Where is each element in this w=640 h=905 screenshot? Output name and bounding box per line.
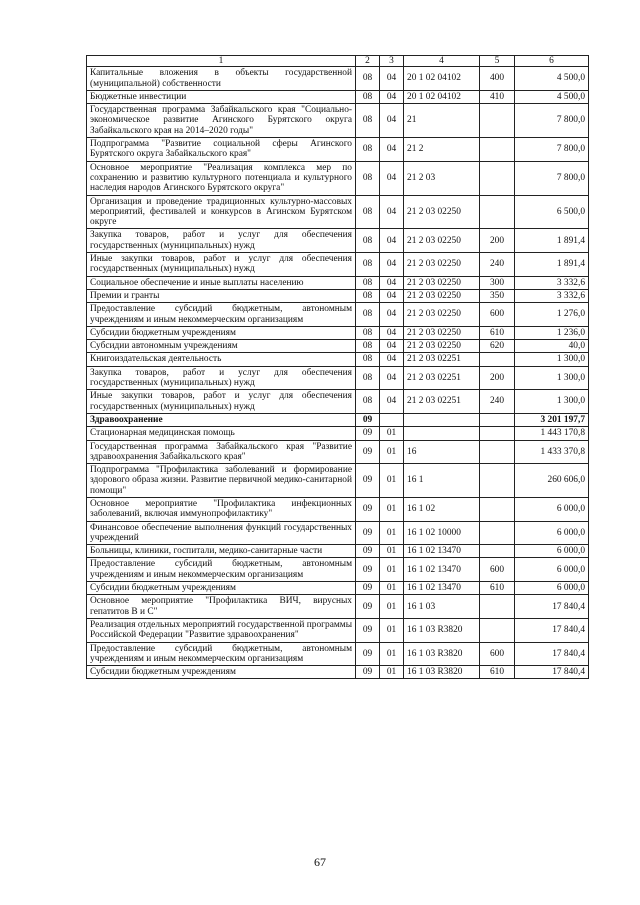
- row-name: Основное мероприятие "Реализация комплекса мер по сохранению и развитию культурного потенциала и культурного наследия народов Агинского Бурятского округа": [87, 161, 356, 195]
- row-subsection: 04: [380, 90, 404, 103]
- table-row: [87, 464, 589, 498]
- column-header: 4: [404, 56, 480, 67]
- row-subsection: 04: [380, 390, 404, 414]
- row-subsection: 04: [380, 253, 404, 277]
- row-amount: 40,0: [515, 340, 589, 353]
- row-amount: 6 000,0: [515, 545, 589, 558]
- row-subsection: 01: [380, 545, 404, 558]
- row-expense-type: [480, 521, 515, 545]
- column-header: 2: [356, 56, 380, 67]
- row-name: Субсидии бюджетным учреждениям: [87, 326, 356, 339]
- row-section: 09: [356, 558, 380, 582]
- row-amount: 1 300,0: [515, 390, 589, 414]
- row-expense-type: [480, 595, 515, 619]
- table-header-row: [87, 56, 589, 67]
- row-amount: 7 800,0: [515, 161, 589, 195]
- row-target-code: 21 2 03 02250: [404, 326, 480, 339]
- row-section: 09: [356, 582, 380, 595]
- table-row: [87, 521, 589, 545]
- row-section: 09: [356, 545, 380, 558]
- row-target-code: 21 2: [404, 138, 480, 162]
- table-row: [87, 340, 589, 353]
- row-section: 08: [356, 289, 380, 302]
- table-row: [87, 427, 589, 440]
- column-header: 5: [480, 56, 515, 67]
- row-amount: 6 500,0: [515, 195, 589, 229]
- row-name: Субсидии бюджетным учреждениям: [87, 666, 356, 679]
- row-expense-type: [480, 195, 515, 229]
- row-section: 09: [356, 642, 380, 666]
- row-expense-type: [480, 138, 515, 162]
- table-row: [87, 161, 589, 195]
- row-name: Капитальные вложения в объекты государственной (муниципальной) собственности: [87, 67, 356, 91]
- row-target-code: 16: [404, 440, 480, 464]
- row-target-code: 16 1 02 13470: [404, 582, 480, 595]
- row-section: 08: [356, 67, 380, 91]
- table-row: [87, 440, 589, 464]
- row-subsection: 04: [380, 195, 404, 229]
- row-expense-type: [480, 427, 515, 440]
- budget-table: [86, 55, 589, 679]
- row-target-code: 16 1 03 R3820: [404, 618, 480, 642]
- page-number: 67: [314, 855, 326, 869]
- row-target-code: 21 2 03 02250: [404, 229, 480, 253]
- row-amount: 17 840,4: [515, 642, 589, 666]
- row-target-code: 16 1 02: [404, 497, 480, 521]
- row-name: Субсидии автономным учреждениям: [87, 340, 356, 353]
- row-target-code: 21 2 03 02250: [404, 276, 480, 289]
- table-row: [87, 413, 589, 426]
- row-expense-type: [480, 413, 515, 426]
- row-target-code: 21 2 03 02251: [404, 353, 480, 366]
- row-expense-type: 240: [480, 253, 515, 277]
- row-amount: 6 000,0: [515, 521, 589, 545]
- row-subsection: 01: [380, 666, 404, 679]
- row-name: Предоставление субсидий бюджетным, автономным учреждениям и иным некоммерческим организациям: [87, 642, 356, 666]
- row-amount: 1 891,4: [515, 253, 589, 277]
- row-target-code: 16 1 03 R3820: [404, 642, 480, 666]
- table-row: [87, 303, 589, 327]
- row-name: Подпрограмма "Развитие социальной сферы Агинского Бурятского округа Забайкальского края": [87, 138, 356, 162]
- row-expense-type: 200: [480, 366, 515, 390]
- row-target-code: 21 2 03 02250: [404, 340, 480, 353]
- row-section: 08: [356, 276, 380, 289]
- row-amount: 3 332,6: [515, 289, 589, 302]
- row-name: Субсидии бюджетным учреждениям: [87, 582, 356, 595]
- row-subsection: 01: [380, 464, 404, 498]
- row-expense-type: 240: [480, 390, 515, 414]
- row-subsection: 01: [380, 440, 404, 464]
- row-name: Государственная программа Забайкальского края "Развитие здравоохранения Забайкальского края": [87, 440, 356, 464]
- row-section: 09: [356, 464, 380, 498]
- row-subsection: 04: [380, 289, 404, 302]
- row-target-code: 16 1 02 10000: [404, 521, 480, 545]
- row-amount: 1 300,0: [515, 366, 589, 390]
- row-name: Здравоохранение: [87, 413, 356, 426]
- column-header: 6: [515, 56, 589, 67]
- row-section: 09: [356, 427, 380, 440]
- table-row: [87, 90, 589, 103]
- row-name: Финансовое обеспечение выполнения функций государственных учреждений: [87, 521, 356, 545]
- row-expense-type: 350: [480, 289, 515, 302]
- row-name: Социальное обеспечение и иные выплаты населению: [87, 276, 356, 289]
- table-row: [87, 390, 589, 414]
- row-section: 09: [356, 413, 380, 426]
- table-row: [87, 253, 589, 277]
- row-amount: 1 891,4: [515, 229, 589, 253]
- column-header: 1: [87, 56, 356, 67]
- row-subsection: [380, 413, 404, 426]
- row-amount: 1 236,0: [515, 326, 589, 339]
- table-row: [87, 138, 589, 162]
- row-section: 09: [356, 595, 380, 619]
- row-name: Премии и гранты: [87, 289, 356, 302]
- row-amount: 4 500,0: [515, 90, 589, 103]
- row-target-code: [404, 427, 480, 440]
- row-section: 08: [356, 303, 380, 327]
- row-subsection: 01: [380, 582, 404, 595]
- row-section: 09: [356, 497, 380, 521]
- row-target-code: 21 2 03 02251: [404, 366, 480, 390]
- row-subsection: 04: [380, 138, 404, 162]
- row-section: 08: [356, 229, 380, 253]
- row-subsection: 04: [380, 340, 404, 353]
- row-section: 08: [356, 340, 380, 353]
- row-name: Больницы, клиники, госпитали, медико-санитарные части: [87, 545, 356, 558]
- row-section: 08: [356, 138, 380, 162]
- row-amount: 1 443 170,8: [515, 427, 589, 440]
- row-target-code: 21 2 03 02250: [404, 303, 480, 327]
- row-subsection: 01: [380, 521, 404, 545]
- row-name: Подпрограмма "Профилактика заболеваний и формирование здорового образа жизни. Развитие первичной медико-санитарной помощи": [87, 464, 356, 498]
- row-name: Бюджетные инвестиции: [87, 90, 356, 103]
- row-name: Предоставление субсидий бюджетным, автономным учреждениям и иным некоммерческим организациям: [87, 558, 356, 582]
- row-subsection: 04: [380, 229, 404, 253]
- row-name: Иные закупки товаров, работ и услуг для обеспечения государственных (муниципальных) нужд: [87, 253, 356, 277]
- row-target-code: 16 1 03 R3820: [404, 666, 480, 679]
- column-header: 3: [380, 56, 404, 67]
- row-name: Закупка товаров, работ и услуг для обеспечения государственных (муниципальных) нужд: [87, 229, 356, 253]
- row-target-code: 21 2 03 02250: [404, 289, 480, 302]
- row-amount: 3 201 197,7: [515, 413, 589, 426]
- row-expense-type: [480, 161, 515, 195]
- row-subsection: 01: [380, 595, 404, 619]
- row-subsection: 04: [380, 276, 404, 289]
- row-name: Основное мероприятие "Профилактика инфекционных заболеваний, включая иммунопрофилактику": [87, 497, 356, 521]
- table-row: [87, 195, 589, 229]
- row-amount: 260 606,0: [515, 464, 589, 498]
- row-name: Государственная программа Забайкальского края "Социально-экономическое развитие Агинского Бурятского округа Забайкальского края на 2014–2020 годы": [87, 104, 356, 138]
- row-expense-type: 600: [480, 558, 515, 582]
- row-subsection: 04: [380, 303, 404, 327]
- row-section: 09: [356, 521, 380, 545]
- table-row: [87, 276, 589, 289]
- table-row: [87, 104, 589, 138]
- table-row: [87, 595, 589, 619]
- row-amount: 1 276,0: [515, 303, 589, 327]
- row-amount: 7 800,0: [515, 104, 589, 138]
- row-subsection: 04: [380, 326, 404, 339]
- row-amount: 7 800,0: [515, 138, 589, 162]
- table-row: [87, 289, 589, 302]
- row-name: Закупка товаров, работ и услуг для обеспечения государственных (муниципальных) нужд: [87, 366, 356, 390]
- table-row: [87, 582, 589, 595]
- table-row: [87, 326, 589, 339]
- row-section: 08: [356, 326, 380, 339]
- row-name: Реализация отдельных мероприятий государственной программы Российской Федерации "Развитие здравоохранения": [87, 618, 356, 642]
- row-section: 08: [356, 366, 380, 390]
- row-subsection: 04: [380, 353, 404, 366]
- row-subsection: 01: [380, 427, 404, 440]
- row-section: 08: [356, 353, 380, 366]
- row-expense-type: 200: [480, 229, 515, 253]
- table-row: [87, 229, 589, 253]
- row-target-code: 21 2 03: [404, 161, 480, 195]
- table-row: [87, 67, 589, 91]
- row-expense-type: [480, 497, 515, 521]
- row-expense-type: [480, 353, 515, 366]
- row-expense-type: [480, 104, 515, 138]
- table-row: [87, 545, 589, 558]
- row-name: Книгоиздательская деятельность: [87, 353, 356, 366]
- row-amount: 6 000,0: [515, 558, 589, 582]
- row-subsection: 04: [380, 104, 404, 138]
- row-section: 08: [356, 161, 380, 195]
- row-expense-type: 600: [480, 303, 515, 327]
- row-target-code: 21 2 03 02250: [404, 195, 480, 229]
- row-subsection: 01: [380, 497, 404, 521]
- row-section: 09: [356, 618, 380, 642]
- row-amount: 1 300,0: [515, 353, 589, 366]
- row-expense-type: [480, 545, 515, 558]
- row-amount: 6 000,0: [515, 582, 589, 595]
- row-amount: 6 000,0: [515, 497, 589, 521]
- row-amount: 4 500,0: [515, 67, 589, 91]
- row-expense-type: 410: [480, 90, 515, 103]
- row-expense-type: 610: [480, 326, 515, 339]
- row-subsection: 01: [380, 642, 404, 666]
- row-subsection: 04: [380, 67, 404, 91]
- row-expense-type: [480, 440, 515, 464]
- row-subsection: 04: [380, 366, 404, 390]
- row-target-code: 21 2 03 02250: [404, 253, 480, 277]
- row-expense-type: 620: [480, 340, 515, 353]
- row-amount: 17 840,4: [515, 618, 589, 642]
- table-row: [87, 666, 589, 679]
- row-name: Организация и проведение традиционных культурно-массовых мероприятий, фестивалей и конкурсов в Агинском Бурятском округе: [87, 195, 356, 229]
- row-expense-type: 600: [480, 642, 515, 666]
- row-section: 08: [356, 390, 380, 414]
- row-target-code: 16 1 03: [404, 595, 480, 619]
- row-target-code: [404, 413, 480, 426]
- row-expense-type: 610: [480, 666, 515, 679]
- row-name: Иные закупки товаров, работ и услуг для обеспечения государственных (муниципальных) нужд: [87, 390, 356, 414]
- row-target-code: 16 1 02 13470: [404, 545, 480, 558]
- table-row: [87, 366, 589, 390]
- row-expense-type: 610: [480, 582, 515, 595]
- row-subsection: 04: [380, 161, 404, 195]
- row-expense-type: 400: [480, 67, 515, 91]
- table-body: [87, 67, 589, 679]
- row-amount: 1 433 370,8: [515, 440, 589, 464]
- row-target-code: 20 1 02 04102: [404, 67, 480, 91]
- row-amount: 17 840,4: [515, 666, 589, 679]
- row-expense-type: 300: [480, 276, 515, 289]
- table-row: [87, 618, 589, 642]
- row-name: Основное мероприятие "Профилактика ВИЧ, вирусных гепатитов В и С": [87, 595, 356, 619]
- row-section: 08: [356, 90, 380, 103]
- row-target-code: 16 1: [404, 464, 480, 498]
- table-row: [87, 353, 589, 366]
- row-target-code: 20 1 02 04102: [404, 90, 480, 103]
- row-amount: 3 332,6: [515, 276, 589, 289]
- row-section: 09: [356, 666, 380, 679]
- row-name: Предоставление субсидий бюджетным, автономным учреждениям и иным некоммерческим организациям: [87, 303, 356, 327]
- row-section: 08: [356, 104, 380, 138]
- row-subsection: 01: [380, 618, 404, 642]
- row-section: 08: [356, 195, 380, 229]
- row-expense-type: [480, 618, 515, 642]
- row-amount: 17 840,4: [515, 595, 589, 619]
- row-section: 08: [356, 253, 380, 277]
- table-row: [87, 497, 589, 521]
- table-row: [87, 558, 589, 582]
- row-target-code: 21: [404, 104, 480, 138]
- row-target-code: 21 2 03 02251: [404, 390, 480, 414]
- row-expense-type: [480, 464, 515, 498]
- row-target-code: 16 1 02 13470: [404, 558, 480, 582]
- row-name: Стационарная медицинская помощь: [87, 427, 356, 440]
- row-section: 09: [356, 440, 380, 464]
- table-row: [87, 642, 589, 666]
- row-subsection: 01: [380, 558, 404, 582]
